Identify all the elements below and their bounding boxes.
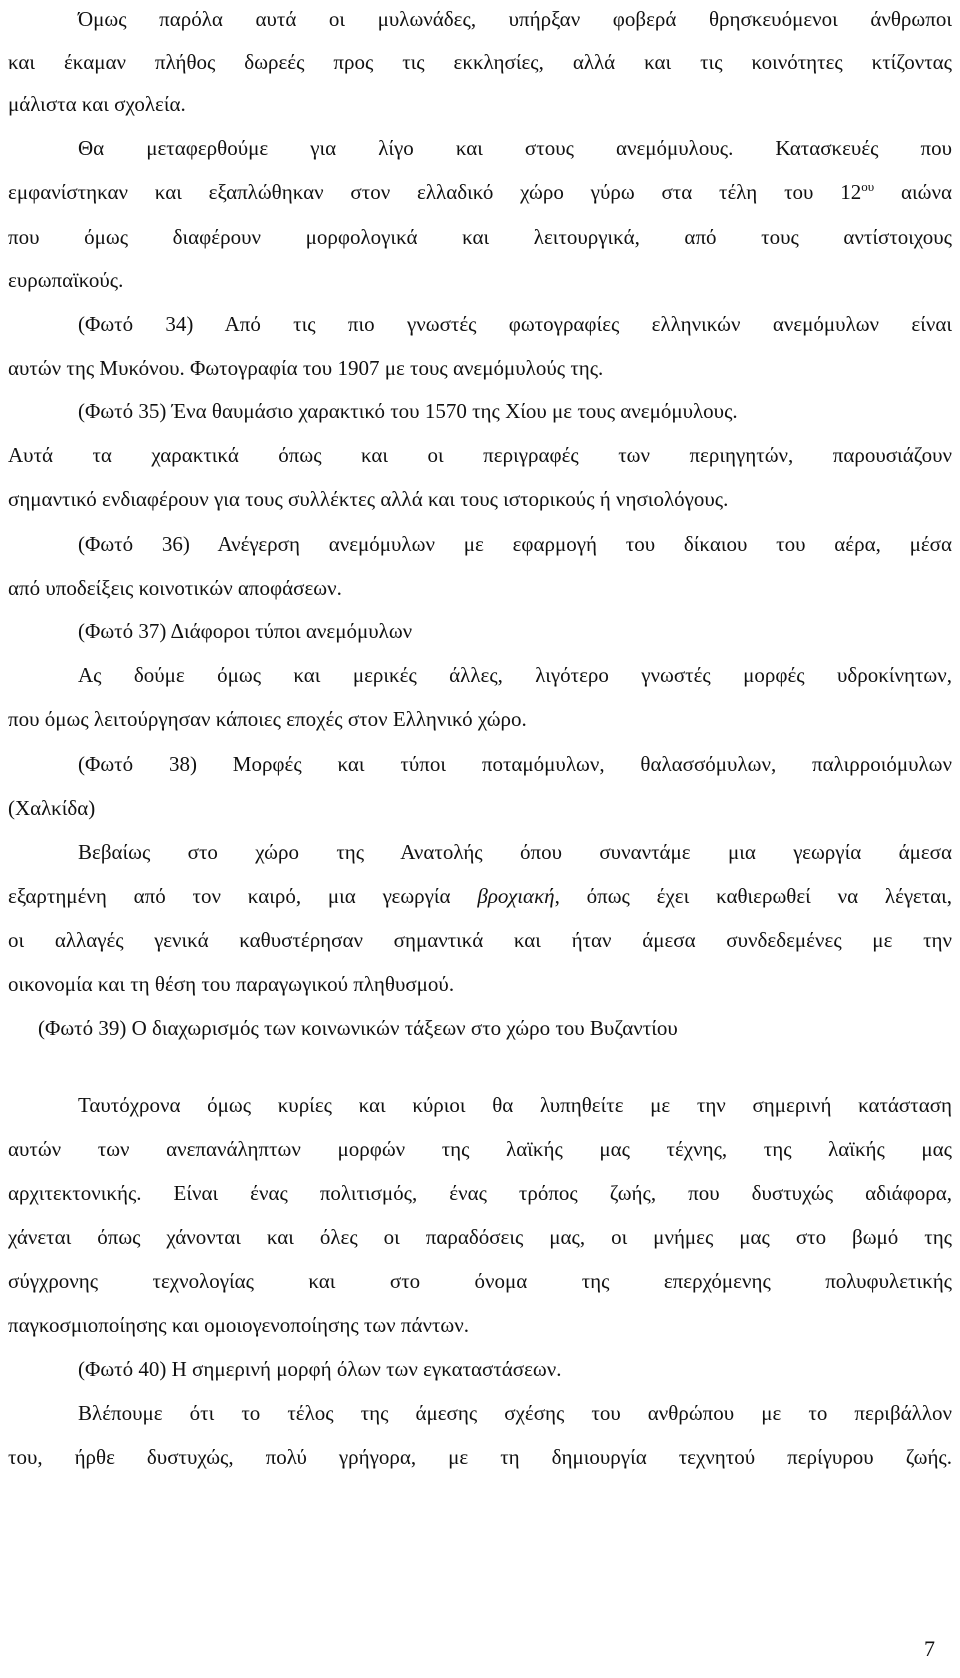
text-run: εμφανίστηκαν και εξαπλώθηκαν στον ελλαδικό χώρο γύρω στα τέλη του 12 bbox=[8, 180, 862, 204]
photo-caption: (Φωτό 34) Από τις πιο γνωστές φωτογραφίες ελληνικών ανεμόμυλων είναι bbox=[78, 312, 952, 336]
superscript: ου bbox=[861, 179, 875, 194]
photo-caption: (Χαλκίδα) bbox=[8, 796, 96, 820]
paragraph-line: του, ήρθε δυστυχώς, πολύ γρήγορα, με τη δημιουργία τεχνητού περίγυρου ζωής. bbox=[8, 1445, 952, 1469]
paragraph-line: χάνεται όπως χάνονται και όλες οι παραδόσεις μας, οι μνήμες μας στο βωμό της bbox=[8, 1225, 952, 1249]
paragraph-line: Βλέπουμε ότι το τέλος της άμεσης σχέσης του ανθρώπου με το περιβάλλον bbox=[78, 1401, 952, 1425]
paragraph-line: που όμως διαφέρουν μορφολογικά και λειτουργικά, από τους αντίστοιχους bbox=[8, 225, 952, 249]
paragraph-line: παγκοσμιοποίησης και ομοιογενοποίησης των πάντων. bbox=[8, 1313, 469, 1337]
text-run: αιώνα bbox=[874, 180, 952, 204]
photo-caption: αυτών της Μυκόνου. Φωτογραφία του 1907 με τους ανεμόμυλούς της. bbox=[8, 356, 604, 380]
paragraph-line: Ταυτόχρονα όμως κυρίες και κύριοι θα λυπηθείτε με την σημερινή κατάσταση bbox=[78, 1093, 952, 1117]
paragraph-line: Θα μεταφερθούμε για λίγο και στους ανεμόμυλους. Κατασκευές που bbox=[78, 136, 952, 160]
paragraph-line bbox=[8, 177, 952, 207]
paragraph-line: Ας δούμε όμως και μερικές άλλες, λιγότερο γνωστές μορφές υδροκίνητων, bbox=[78, 663, 952, 687]
paragraph-line: μάλιστα και σχολεία. bbox=[8, 92, 186, 116]
paragraph-line: ευρωπαϊκούς. bbox=[8, 268, 124, 292]
paragraph-line: και έκαμαν πλήθος δωρεές προς τις εκκλησίες, αλλά και τις κοινότητες κτίζοντας bbox=[8, 50, 952, 74]
text-run: εξαρτημένη από τον καιρό, μια γεωργία bbox=[8, 884, 478, 908]
text-run: , όπως έχει καθιερωθεί να λέγεται, bbox=[554, 884, 953, 908]
photo-caption: από υποδείξεις κοινοτικών αποφάσεων. bbox=[8, 576, 342, 600]
paragraph-line: αυτών των ανεπανάληπτων μορφών της λαϊκής μας τέχνης, της λαϊκής μας bbox=[8, 1137, 952, 1161]
photo-caption: (Φωτό 36) Ανέγερση ανεμόμυλων με εφαρμογή του δίκαιου του αέρα, μέσα bbox=[78, 532, 952, 556]
photo-caption: (Φωτό 35) Ένα θαυμάσιο χαρακτικό του 1570 της Χίου με τους ανεμόμυλους. bbox=[78, 399, 738, 423]
paragraph-line: σύγχρονης τεχνολογίας και στο όνομα της επερχόμενης πολυφυλετικής bbox=[8, 1269, 952, 1293]
emphasis: βροχιακή bbox=[477, 884, 555, 908]
page-number: 7 bbox=[924, 1636, 935, 1661]
paragraph-line: οικονομία και τη θέση του παραγωγικού πληθυσμού. bbox=[8, 972, 455, 996]
photo-caption: (Φωτό 37) Διάφοροι τύποι ανεμόμυλων bbox=[78, 619, 413, 643]
paragraph-line: που όμως λειτούργησαν κάποιες εποχές στον Ελληνικό χώρο. bbox=[8, 707, 527, 731]
photo-caption: (Φωτό 39) Ο διαχωρισμός των κοινωνικών τάξεων στο χώρο του Βυζαντίου bbox=[38, 1016, 678, 1040]
paragraph-line: Αυτά τα χαρακτικά όπως και οι περιγραφές των περιηγητών, παρουσιάζουν bbox=[8, 443, 952, 467]
paragraph-line: σημαντικό ενδιαφέρουν για τους συλλέκτες αλλά και τους ιστορικούς ή νησιολόγους. bbox=[8, 487, 729, 511]
paragraph-line bbox=[8, 881, 952, 911]
paragraph-line: Όμως παρόλα αυτά οι μυλωνάδες, υπήρξαν φοβερά θρησκευόμενοι άνθρωποι bbox=[78, 7, 952, 31]
paragraph-line: αρχιτεκτονικής. Είναι ένας πολιτισμός, ένας τρόπος ζωής, που δυστυχώς αδιάφορα, bbox=[8, 1181, 952, 1205]
paragraph-line: Βεβαίως στο χώρο της Ανατολής όπου συναντάμε μια γεωργία άμεσα bbox=[78, 840, 952, 864]
photo-caption: (Φωτό 38) Μορφές και τύποι ποταμόμυλων, θαλασσόμυλων, παλιρροιόμυλων bbox=[78, 752, 952, 776]
paragraph-line: οι αλλαγές γενικά καθυστέρησαν σημαντικά και ήταν άμεσα συνδεδεμένες με την bbox=[8, 928, 952, 952]
photo-caption: (Φωτό 40) Η σημερινή μορφή όλων των εγκαταστάσεων. bbox=[78, 1357, 562, 1381]
